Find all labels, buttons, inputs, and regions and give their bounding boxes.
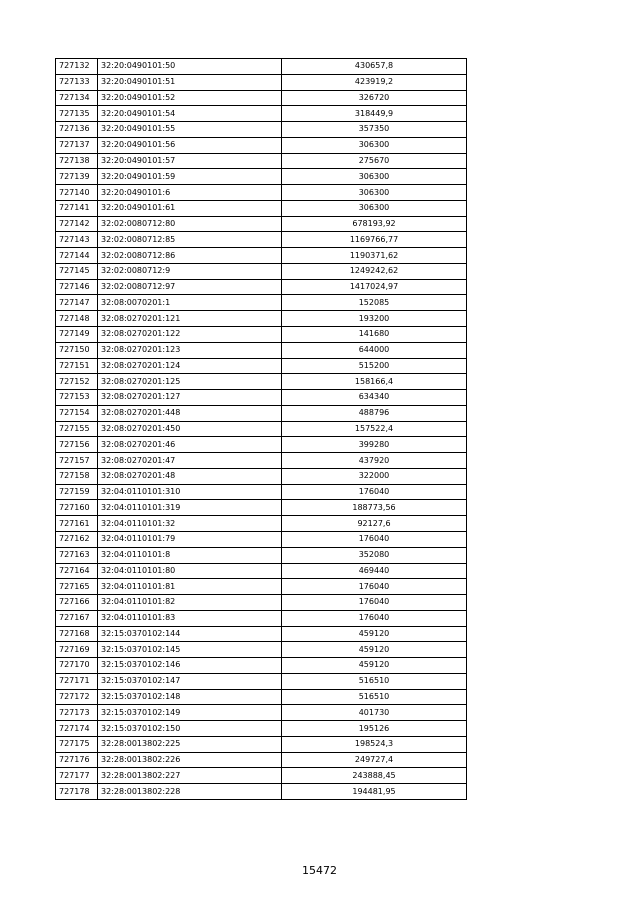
row-id-cell: 727172 [56, 689, 98, 705]
table-row [56, 74, 467, 90]
row-id-cell: 727139 [56, 169, 98, 185]
value-cell: 459120 [282, 626, 467, 642]
table-row [56, 59, 467, 75]
cadastral-number-cell: 32:08:0070201:1 [98, 295, 282, 311]
value-cell: 195126 [282, 721, 467, 737]
cadastral-number-cell: 32:20:0490101:52 [98, 90, 282, 106]
row-id-cell: 727144 [56, 248, 98, 264]
cadastral-number-cell: 32:08:0270201:448 [98, 405, 282, 421]
row-id-cell: 727162 [56, 531, 98, 547]
table-row [56, 153, 467, 169]
value-cell: 275670 [282, 153, 467, 169]
cadastral-number-cell: 32:02:0080712:85 [98, 232, 282, 248]
table-row [56, 658, 467, 674]
table-row [56, 437, 467, 453]
row-id-cell: 727163 [56, 547, 98, 563]
value-cell: 437920 [282, 453, 467, 469]
cadastral-number-cell: 32:08:0270201:124 [98, 358, 282, 374]
value-cell: 1169766,77 [282, 232, 467, 248]
table-row [56, 358, 467, 374]
table-row [56, 752, 467, 768]
table-row [56, 736, 467, 752]
value-cell: 423919,2 [282, 74, 467, 90]
value-cell: 1417024,97 [282, 279, 467, 295]
value-cell: 678193,92 [282, 216, 467, 232]
cadastral-number-cell: 32:15:0370102:148 [98, 689, 282, 705]
table-row [56, 200, 467, 216]
table-row [56, 122, 467, 138]
row-id-cell: 727161 [56, 516, 98, 532]
row-id-cell: 727148 [56, 311, 98, 327]
value-cell: 176040 [282, 610, 467, 626]
value-cell: 243888,45 [282, 768, 467, 784]
table-row [56, 263, 467, 279]
row-id-cell: 727165 [56, 579, 98, 595]
cadastral-number-cell: 32:08:0270201:123 [98, 342, 282, 358]
cadastral-number-cell: 32:28:0013802:226 [98, 752, 282, 768]
row-id-cell: 727155 [56, 421, 98, 437]
row-id-cell: 727135 [56, 106, 98, 122]
cadastral-number-cell: 32:20:0490101:6 [98, 185, 282, 201]
cadastral-number-cell: 32:04:0110101:81 [98, 579, 282, 595]
table-row [56, 468, 467, 484]
cadastral-number-cell: 32:15:0370102:150 [98, 721, 282, 737]
row-id-cell: 727146 [56, 279, 98, 295]
cadastral-number-cell: 32:15:0370102:145 [98, 642, 282, 658]
value-cell: 152085 [282, 295, 467, 311]
value-cell: 401730 [282, 705, 467, 721]
value-cell: 357350 [282, 122, 467, 138]
row-id-cell: 727164 [56, 563, 98, 579]
row-id-cell: 727147 [56, 295, 98, 311]
row-id-cell: 727174 [56, 721, 98, 737]
cadastral-number-cell: 32:28:0013802:225 [98, 736, 282, 752]
value-cell: 249727,4 [282, 752, 467, 768]
cadastral-number-cell: 32:15:0370102:147 [98, 673, 282, 689]
table-row [56, 705, 467, 721]
row-id-cell: 727149 [56, 327, 98, 343]
value-cell: 194481,95 [282, 784, 467, 800]
row-id-cell: 727171 [56, 673, 98, 689]
table-row [56, 610, 467, 626]
table-row [56, 169, 467, 185]
table-row [56, 689, 467, 705]
table-row [56, 137, 467, 153]
row-id-cell: 727166 [56, 595, 98, 611]
cadastral-number-cell: 32:28:0013802:228 [98, 784, 282, 800]
row-id-cell: 727158 [56, 468, 98, 484]
value-cell: 634340 [282, 390, 467, 406]
value-cell: 516510 [282, 673, 467, 689]
value-cell: 158166,4 [282, 374, 467, 390]
row-id-cell: 727176 [56, 752, 98, 768]
cadastral-number-cell: 32:20:0490101:57 [98, 153, 282, 169]
row-id-cell: 727173 [56, 705, 98, 721]
table-row [56, 421, 467, 437]
row-id-cell: 727150 [56, 342, 98, 358]
value-cell: 176040 [282, 531, 467, 547]
row-id-cell: 727168 [56, 626, 98, 642]
cadastral-number-cell: 32:08:0270201:47 [98, 453, 282, 469]
cadastral-number-cell: 32:20:0490101:55 [98, 122, 282, 138]
table-row [56, 185, 467, 201]
cadastral-number-cell: 32:04:0110101:79 [98, 531, 282, 547]
value-cell: 92127,6 [282, 516, 467, 532]
table-row [56, 216, 467, 232]
row-id-cell: 727145 [56, 263, 98, 279]
table-row [56, 516, 467, 532]
cadastral-number-cell: 32:20:0490101:61 [98, 200, 282, 216]
row-id-cell: 727138 [56, 153, 98, 169]
row-id-cell: 727137 [56, 137, 98, 153]
cadastral-number-cell: 32:02:0080712:9 [98, 263, 282, 279]
cadastral-number-cell: 32:04:0110101:310 [98, 484, 282, 500]
row-id-cell: 727136 [56, 122, 98, 138]
table-row [56, 484, 467, 500]
row-id-cell: 727159 [56, 484, 98, 500]
table-row [56, 579, 467, 595]
value-cell: 430657,8 [282, 59, 467, 75]
table-row [56, 547, 467, 563]
cadastral-number-cell: 32:28:0013802:227 [98, 768, 282, 784]
table-row [56, 106, 467, 122]
cadastral-number-cell: 32:02:0080712:80 [98, 216, 282, 232]
table-row [56, 405, 467, 421]
cadastral-number-cell: 32:04:0110101:80 [98, 563, 282, 579]
row-id-cell: 727160 [56, 500, 98, 516]
value-cell: 141680 [282, 327, 467, 343]
table-row [56, 232, 467, 248]
value-cell: 399280 [282, 437, 467, 453]
value-cell: 188773,56 [282, 500, 467, 516]
cadastral-number-cell: 32:08:0270201:450 [98, 421, 282, 437]
value-cell: 516510 [282, 689, 467, 705]
table-row [56, 311, 467, 327]
table-row [56, 90, 467, 106]
cadastral-number-cell: 32:20:0490101:51 [98, 74, 282, 90]
row-id-cell: 727157 [56, 453, 98, 469]
row-id-cell: 727169 [56, 642, 98, 658]
cadastral-number-cell: 32:08:0270201:46 [98, 437, 282, 453]
row-id-cell: 727170 [56, 658, 98, 674]
value-cell: 306300 [282, 200, 467, 216]
cadastral-number-cell: 32:04:0110101:83 [98, 610, 282, 626]
value-cell: 1249242,62 [282, 263, 467, 279]
table-row [56, 279, 467, 295]
row-id-cell: 727134 [56, 90, 98, 106]
table-row [56, 642, 467, 658]
table-row [56, 500, 467, 516]
value-cell: 459120 [282, 658, 467, 674]
table-row [56, 721, 467, 737]
row-id-cell: 727167 [56, 610, 98, 626]
row-id-cell: 727156 [56, 437, 98, 453]
row-id-cell: 727154 [56, 405, 98, 421]
cadastral-number-cell: 32:15:0370102:146 [98, 658, 282, 674]
cadastral-number-cell: 32:20:0490101:54 [98, 106, 282, 122]
row-id-cell: 727143 [56, 232, 98, 248]
value-cell: 306300 [282, 185, 467, 201]
table-row [56, 563, 467, 579]
table-row [56, 295, 467, 311]
row-id-cell: 727178 [56, 784, 98, 800]
cadastral-number-cell: 32:04:0110101:319 [98, 500, 282, 516]
value-cell: 306300 [282, 137, 467, 153]
row-id-cell: 727175 [56, 736, 98, 752]
row-id-cell: 727133 [56, 74, 98, 90]
table-row [56, 374, 467, 390]
value-cell: 176040 [282, 595, 467, 611]
table-row [56, 784, 467, 800]
value-cell: 352080 [282, 547, 467, 563]
cadastral-number-cell: 32:08:0270201:48 [98, 468, 282, 484]
table-row [56, 595, 467, 611]
row-id-cell: 727140 [56, 185, 98, 201]
row-id-cell: 727141 [56, 200, 98, 216]
registry-table [55, 58, 467, 800]
value-cell: 469440 [282, 563, 467, 579]
row-id-cell: 727132 [56, 59, 98, 75]
value-cell: 1190371,62 [282, 248, 467, 264]
cadastral-number-cell: 32:15:0370102:149 [98, 705, 282, 721]
cadastral-number-cell: 32:08:0270201:122 [98, 327, 282, 343]
registry-table-body [56, 59, 467, 800]
cadastral-number-cell: 32:20:0490101:50 [98, 59, 282, 75]
table-row [56, 453, 467, 469]
table-row [56, 342, 467, 358]
table-row [56, 390, 467, 406]
cadastral-number-cell: 32:04:0110101:32 [98, 516, 282, 532]
cadastral-number-cell: 32:20:0490101:59 [98, 169, 282, 185]
cadastral-number-cell: 32:04:0110101:82 [98, 595, 282, 611]
value-cell: 326720 [282, 90, 467, 106]
cadastral-number-cell: 32:02:0080712:86 [98, 248, 282, 264]
value-cell: 459120 [282, 642, 467, 658]
page-number: 15472 [302, 864, 337, 877]
cadastral-number-cell: 32:04:0110101:8 [98, 547, 282, 563]
cadastral-number-cell: 32:08:0270201:127 [98, 390, 282, 406]
row-id-cell: 727151 [56, 358, 98, 374]
table-row [56, 327, 467, 343]
value-cell: 318449,9 [282, 106, 467, 122]
table-row [56, 768, 467, 784]
cadastral-number-cell: 32:02:0080712:97 [98, 279, 282, 295]
value-cell: 644000 [282, 342, 467, 358]
table-row [56, 248, 467, 264]
cadastral-number-cell: 32:15:0370102:144 [98, 626, 282, 642]
row-id-cell: 727142 [56, 216, 98, 232]
row-id-cell: 727152 [56, 374, 98, 390]
value-cell: 515200 [282, 358, 467, 374]
table-row [56, 626, 467, 642]
row-id-cell: 727177 [56, 768, 98, 784]
value-cell: 176040 [282, 579, 467, 595]
cadastral-number-cell: 32:08:0270201:125 [98, 374, 282, 390]
value-cell: 198524,3 [282, 736, 467, 752]
table-row [56, 531, 467, 547]
value-cell: 193200 [282, 311, 467, 327]
cadastral-number-cell: 32:20:0490101:56 [98, 137, 282, 153]
value-cell: 306300 [282, 169, 467, 185]
table-row [56, 673, 467, 689]
cadastral-number-cell: 32:08:0270201:121 [98, 311, 282, 327]
value-cell: 488796 [282, 405, 467, 421]
row-id-cell: 727153 [56, 390, 98, 406]
value-cell: 176040 [282, 484, 467, 500]
value-cell: 322000 [282, 468, 467, 484]
value-cell: 157522,4 [282, 421, 467, 437]
